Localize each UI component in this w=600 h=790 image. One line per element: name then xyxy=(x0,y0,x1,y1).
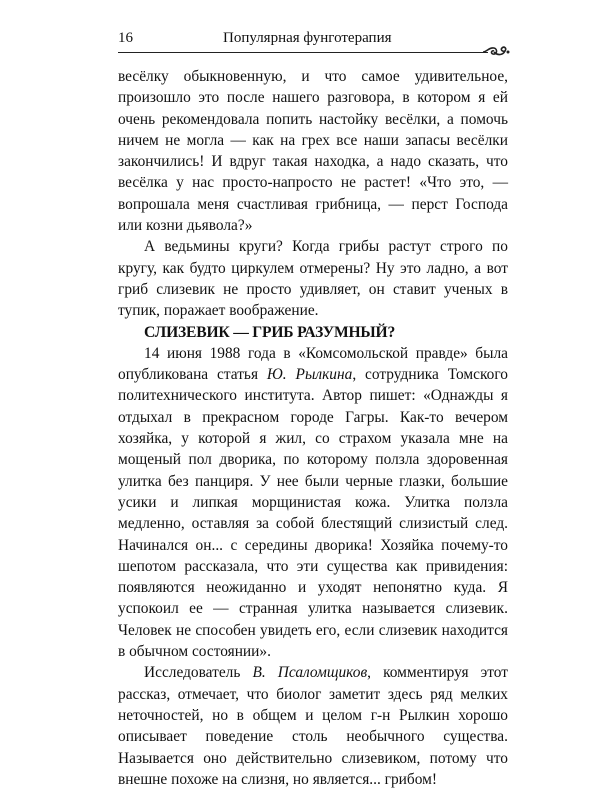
running-title: Популярная фунготерапия xyxy=(223,30,392,46)
section-heading: СЛИЗЕВИК — ГРИБ РАЗУМНЫЙ? xyxy=(144,323,396,341)
paragraph-2: А ведьмины круги? Когда грибы растут строго по кругу, как будто циркулем отмерены? Ну это ладно, а вот гриб слизевик не просто удивляет, он ставит ученых в тупик, поражает воображение. xyxy=(118,238,508,320)
paragraph-1: весёлку обыкновенную, и что самое удивительное, произошло это после нашего разговора, в котором я ей очень рекомендовала попить настойку весёлки, а помочь ничем не могла — как на грех все наши запасы весёлки закончились! И вдруг такая находка, а надо сказать, что весёлка у нас просто-напросто не растет! «Что это, — вопрошала меня счастливая грибница, — перст Господа или козни дьявола?» xyxy=(118,68,508,235)
ornament-icon xyxy=(481,43,511,59)
paragraph-4 xyxy=(118,662,508,790)
page-number: 16 xyxy=(118,30,133,46)
paragraph-3 xyxy=(118,343,508,662)
author-name-psalomshchikov: В. Псаломщиков xyxy=(252,664,368,682)
paragraph-3-start: 14 июня 1988 года в «Комсомольской правде» была опубликована статья xyxy=(118,344,508,384)
author-name-rylkin: Ю. Рылкина xyxy=(266,366,353,384)
header-rule xyxy=(118,52,488,53)
paragraph-3-rest: , сотрудника Томского политехнического института. Автор пишет: «Однажды я отдыхал в прекрасном городе Гагры. Как-то вечером хозяйка, у которой я жил, со страхом указала мне на мощеный пол дворика, по которому ползла здоровенная улитка без панциря. У нее были черные глазки, большие усики и липкая морщинистая кожа. Улитка ползла медленно, оставляя за собой блестящий слизистый след. Начинался он... с середины дворика! Хозяйка почему-то шепотом рассказала, что эти существа как привидения: появляются неожиданно и уходят непонятно куда. Я успокоил ее — странная улитка называется слизевик. Человек не способен увидеть его, если слизевик находится в обычном состоянии». xyxy=(118,366,509,661)
body-text xyxy=(118,66,508,790)
page-header xyxy=(118,28,508,50)
paragraph-4-start: Исследователь xyxy=(144,664,253,682)
paragraph-4-rest: , комментируя этот рассказ, отмечает, что биолог заметит здесь ряд мелких неточностей, но в общем и целом г-н Рылкин хорошо описывает поведение столь необычного существа. Называется оно действительно слизевиком, потому что внешне похоже на слизня, но является... грибом! xyxy=(118,664,508,788)
